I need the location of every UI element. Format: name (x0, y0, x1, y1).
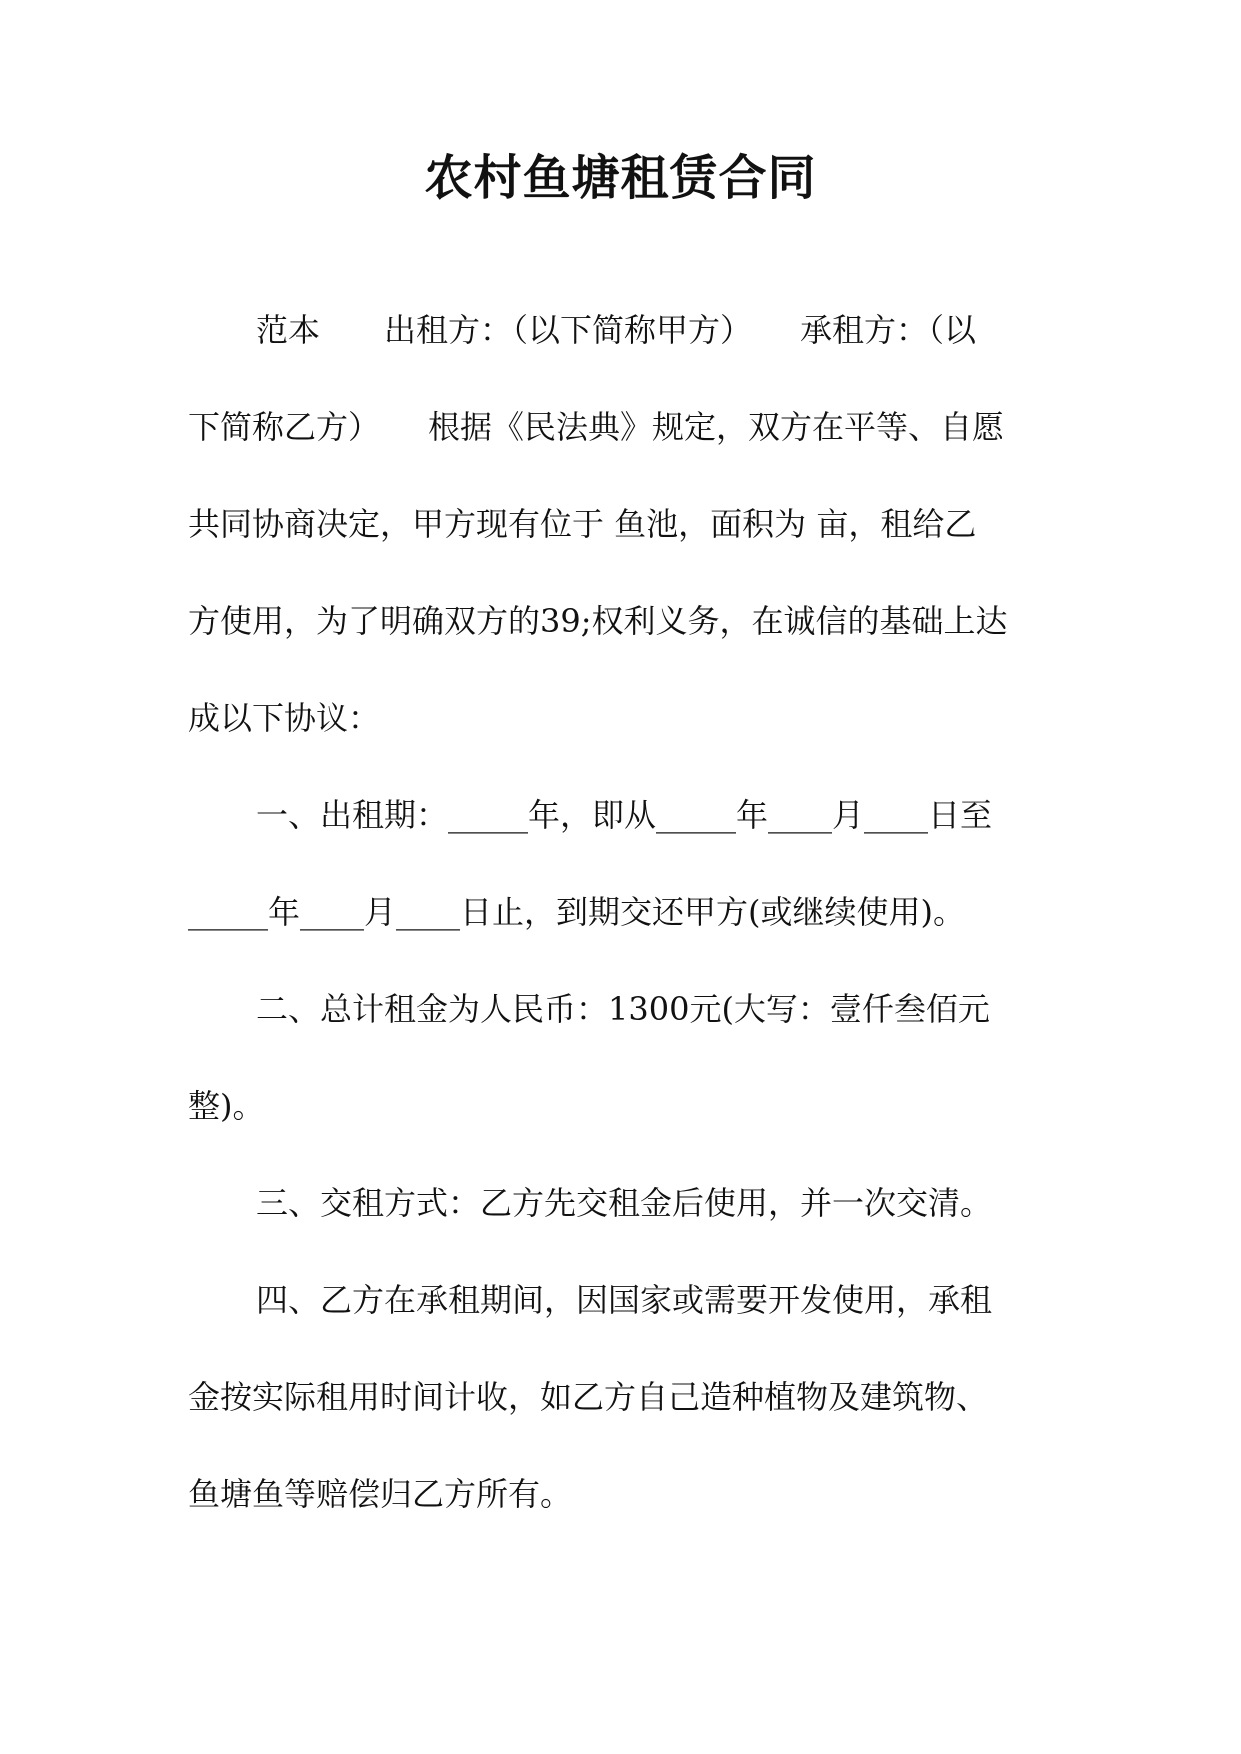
paragraph-intro-line-1: 范本 出租方：（以下简称甲方） 承租方：（以 (256, 311, 977, 349)
clause-1-line-2: _____年____月____日止，到期交还甲方(或继续使用)。 (188, 893, 965, 931)
paragraph-intro-line-4: 方使用，为了明确双方的39;权利义务，在诚信的基础上达 (188, 602, 1008, 640)
paragraph-intro-line-5: 成以下协议： (188, 699, 381, 737)
clause-2-line-2: 整)。 (188, 1087, 265, 1125)
paragraph-intro-line-3: 共同协商决定，甲方现有位于 鱼池，面积为 亩，租给乙 (188, 505, 977, 543)
paragraph-intro-line-2: 下简称乙方） 根据《民法典》规定，双方在平等、自愿 (188, 408, 1005, 446)
clause-1-line-1: 一、出租期：_____年，即从_____年____月____日至 (256, 796, 993, 834)
page-title: 农村鱼塘租赁合同 (424, 150, 817, 206)
clause-2-line-1: 二、总计租金为人民币：1300元(大写：壹仟叁佰元 (256, 990, 990, 1028)
clause-4-line-1: 四、乙方在承租期间，因国家或需要开发使用，承租 (256, 1281, 993, 1319)
clause-4-line-3: 鱼塘鱼等赔偿归乙方所有。 (188, 1475, 573, 1513)
clause-4-line-2: 金按实际租用时间计收，如乙方自己造种植物及建筑物、 (188, 1378, 989, 1416)
clause-3-line-1: 三、交租方式：乙方先交租金后使用，并一次交清。 (256, 1184, 993, 1222)
